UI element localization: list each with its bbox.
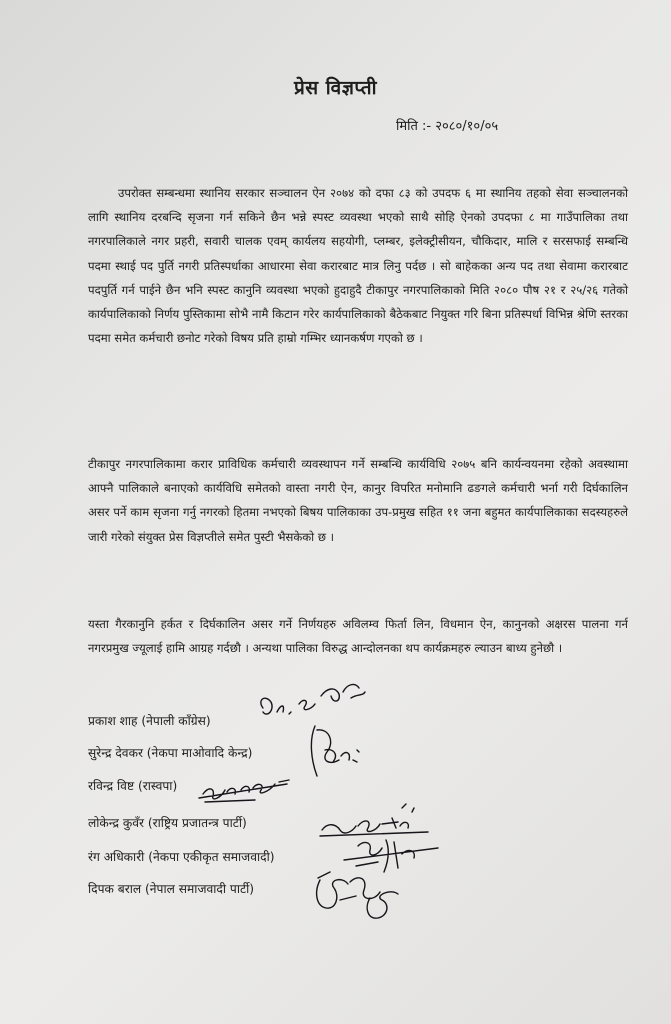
paragraph-2: टीकापुर नगरपालिकामा करार प्राविधिक कर्मचारी व्यवस्थापन गर्ने सम्बन्धि कार्यविधि २०७५ बनि कार्यन्वयनमा रहेको अवस्थामा आफ्नै पालिकाले बनाएको कार्यविधि समेतको वास्ता नगरी ऐन, कानुर विपरित मनोमानि ढङगले कर्मचारी भर्ना गरी दिर्घकालिन असर पर्ने काम सृजना गर्नु नगरको हितमा नभएको बिषय पालिकाका उप-प्रमुख सहित ११ जना बहुमत कार्यपालिकाका सदस्यहरुले जारी गरेको संयुक्त प्रेस विज्ञप्तीले समेत पुस्टी भैसकेको छ । — [88, 457, 628, 544]
signatory-6: दिपक बराल (नेपाल समाजवादी पार्टी) — [88, 882, 255, 896]
paragraph-1: उपरोक्त सम्बन्धमा स्थानिय सरकार सञ्चालन ऐन २०७४ को दफा ८३ को उपदफ ६ मा स्थानिय तहको सेवा सञ्चालनको लागि स्थानिय दरबन्दि सृजना गर्न सकिने छैन भन्ने स्पस्ट व्यवस्था भएको साथै सोहि ऐनको उपदफा ८ मा गाउँपालिका तथा नगरपालिकाले नगर प्रहरी, सवारी चालक एवम् कार्यलय सहयोगी, प्लम्बर, इलेक्ट्रीसीयन, चौकिदार, मालि र सरसफाई सम्बन्धि पदमा स्थाई पद पुर्ति नगरी प्रतिस्पर्धाका आधारमा सेवा करारबाट मात्र लिनु पर्दछ । सो बाहेकका अन्य पद तथा सेवामा करारबाट पदपुर्ति गर्न पाईने छैन भनि स्पस्ट कानुनि व्यवस्था भएको हुदाहुदै टीकापुर नगरपालिकाको मिति २०८० पौष २१ र २५/२६ गतेको कार्यपालिकाको निर्णय पुस्तिकामा सोभै नामै किटान गरेर कार्यपालिकाको बैठेकबाट नियुक्त गरि बिना प्रतिस्पर्धा विभिन्न श्रेणि स्तरका पदमा समेत कर्मचारी छनोट गरेको विषय प्रति हाम्रो गम्भिर ध्यानकर्षण गएको छ । — [88, 186, 628, 346]
signature-1 — [255, 674, 375, 726]
signatory-4: लोकेन्द्र कुवँर (राष्ट्रिय प्रजातन्त्र पार्टी) — [88, 816, 247, 830]
signature-6 — [310, 858, 410, 928]
document-date: मिति :- २०८०/१०/०५ — [396, 119, 499, 134]
signatory-5: रंग अधिकारी (नेकपा एकीकृत समाजवादी) — [88, 850, 275, 864]
document-title: प्रेस विज्ञप्ती — [293, 77, 378, 99]
paragraph-3: यस्ता गैरकानुनि हर्कत र दिर्घकालिन असर गर्ने निर्णयहरु अविलम्व फिर्ता लिन, विधमान ऐन, कानुनको अक्षरस पालना गर्न नगरप्रमुख ज्यूलाई हामि आग्रह गर्दछौ । अन्यथा पालिका विरुद्ध आन्दोलनका थप कार्यक्रमहरु ल्याउन बाध्य हुनेछौ । — [88, 617, 628, 656]
signature-2 — [305, 720, 375, 782]
signatory-2: सुरेन्द्र देवकर (नेकपा माओवादि केन्द्र) — [88, 746, 253, 760]
signature-3 — [195, 772, 295, 806]
signatory-3: रविन्द्र विष्ट (रास्वपा) — [88, 779, 178, 793]
signatory-1: प्रकाश शाह (नेपाली काँग्रेस) — [88, 714, 211, 728]
